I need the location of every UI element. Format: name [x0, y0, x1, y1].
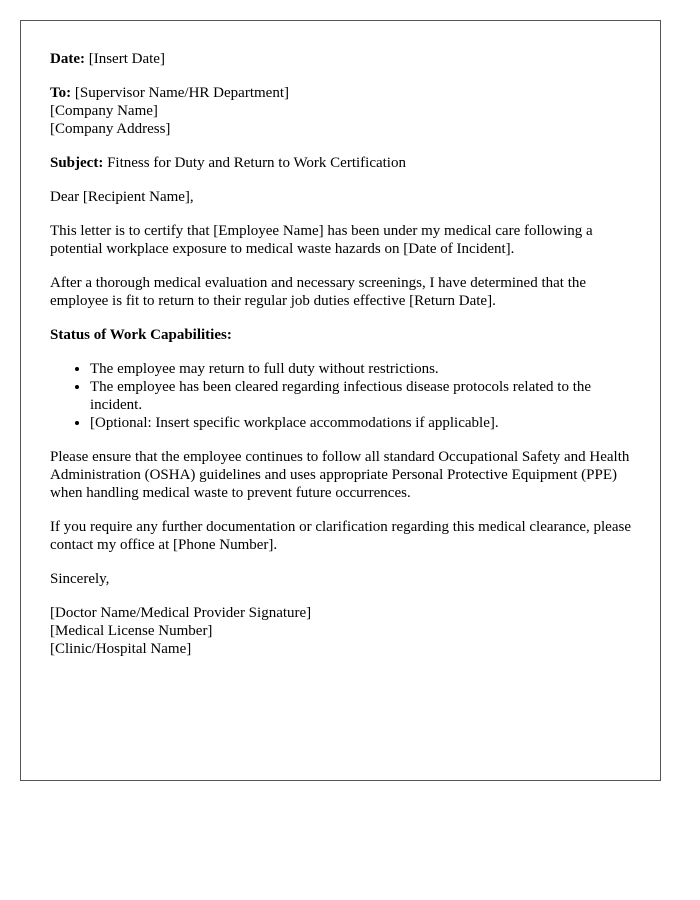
list-item: • The employee has been cleared regarding infectious disease protocols related to the incident. [90, 378, 640, 414]
status-heading: Status of Work Capabilities: [50, 327, 232, 343]
subject-value: Fitness for Duty and Return to Work Certification [107, 155, 406, 171]
closing-paragraph-1: Please ensure that the employee continues to follow all standard Occupational Safety and Health Administration (OSHA) guidelines and uses appropriate Personal Protective Equipment (PPE) when handling medical waste to prevent future occurrences. [50, 449, 630, 501]
to-label: To: [50, 85, 72, 101]
signature-clinic: [Clinic/Hospital Name] [50, 641, 192, 657]
to-line [50, 84, 640, 102]
list-item: • The employee may return to full duty without restrictions. [90, 360, 640, 378]
company-address: [Company Address] [50, 121, 171, 137]
status-list [50, 360, 640, 432]
date-line [50, 50, 640, 68]
date-label: Date: [50, 51, 85, 67]
to-recipient: [Supervisor Name/HR Department] [74, 85, 289, 101]
signature-name: [Doctor Name/Medical Provider Signature] [50, 605, 312, 621]
letter-content [50, 50, 640, 674]
closing-paragraph-2: If you require any further documentation or clarification regarding this medical clearance, please contact my office at [Phone Number]. [50, 519, 631, 553]
salutation: Dear [Recipient Name], [50, 189, 194, 205]
subject-line [50, 154, 640, 172]
list-item: • [Optional: Insert specific workplace accommodations if applicable]. [90, 414, 640, 432]
company-name: [Company Name] [50, 103, 158, 119]
date-value: [Insert Date] [88, 51, 165, 67]
letter-page [20, 20, 661, 781]
signoff: Sincerely, [50, 571, 110, 587]
subject-label: Subject: [50, 155, 104, 171]
body-paragraph-2: After a thorough medical evaluation and necessary screenings, I have determined that the employee is fit to return to their regular job duties effective [Return Date]. [50, 275, 587, 309]
to-block [50, 84, 640, 138]
body-paragraph-1: This letter is to certify that [Employee Name] has been under my medical care following a potential workplace exposure to medical waste hazards on [Date of Incident]. [50, 223, 593, 257]
signature-block [50, 604, 640, 658]
signature-license: [Medical License Number] [50, 623, 213, 639]
